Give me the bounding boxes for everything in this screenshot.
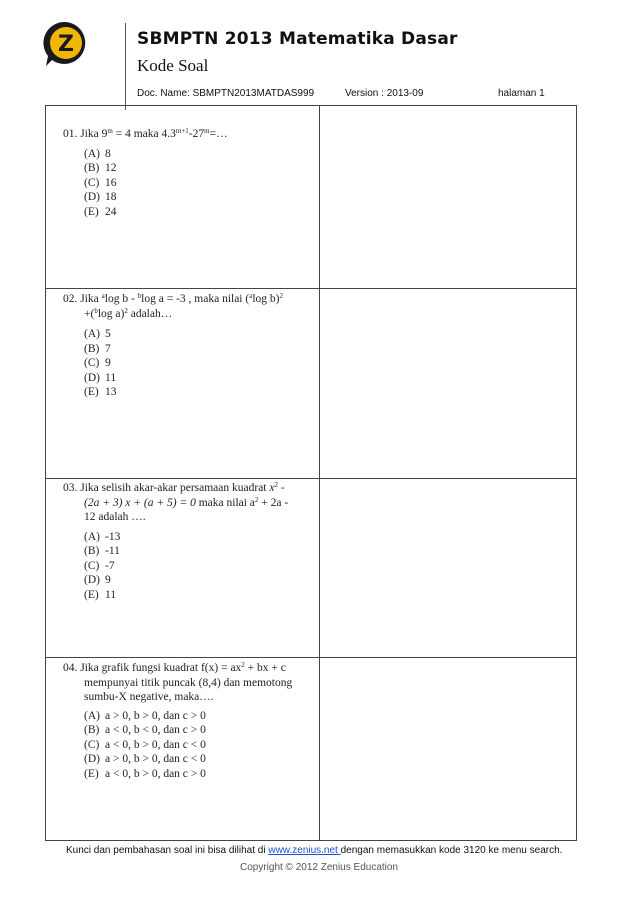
- question-03: [63, 481, 313, 602]
- question-stem: 03. Jika selisih akar-akar persamaan kuadrat $x^2$ -: [63, 481, 285, 494]
- option-item: (C) a < 0, b > 0, dan c < 0: [84, 738, 206, 751]
- question-stem-continued: 12 adalah ….: [84, 511, 146, 523]
- question-stem: 02. Jika $^a$log b - $^b$log a = -3 , maka nilai ($^a$log b)$^2$: [63, 292, 283, 305]
- footer-note: Kunci dan pembahasan soal ini bisa dilihat di www.zenius.net dengan memasukkan kode 3120 ke menu search.: [66, 845, 563, 856]
- option-item: (B) 7: [84, 342, 111, 355]
- question-number: 02.: [63, 293, 78, 305]
- question-stem-continued: +($^b$log a)$^2$ adalah…: [84, 306, 173, 320]
- option-item: (D) 11: [84, 371, 117, 384]
- option-list: [63, 530, 313, 603]
- table-column-divider: [319, 105, 320, 841]
- page-number: halaman 1: [498, 88, 545, 99]
- option-list: [63, 147, 313, 220]
- question-number: 03.: [63, 482, 78, 494]
- copyright: Copyright © 2012 Zenius Education: [239, 862, 399, 873]
- option-item: (D) 18: [84, 191, 117, 203]
- option-item: (E) 11: [84, 588, 117, 601]
- table-row-divider: [45, 657, 577, 658]
- question-stem: 04. Jika grafik fungsi kuadrat $f(x) = ax^2$ + bx + c: [63, 661, 286, 674]
- header-divider: [125, 23, 126, 110]
- option-item: (E) a < 0, b > 0, dan c > 0: [84, 767, 206, 780]
- logo-letter: Z: [58, 32, 74, 57]
- doc-version: Version : 2013-09: [345, 88, 424, 99]
- question-number: 01.: [63, 128, 78, 140]
- option-item: (A) 5: [84, 328, 111, 340]
- option-item: (C) 16: [84, 176, 117, 189]
- option-item: (C) -7: [84, 559, 115, 572]
- option-list: [63, 709, 313, 782]
- option-item: (E) 13: [84, 386, 117, 398]
- option-item: (A) 8: [84, 147, 111, 160]
- page-subtitle: Kode Soal: [137, 56, 209, 75]
- option-item: (D) a > 0, b > 0, dan c < 0: [84, 753, 206, 765]
- question-stem-continued: sumbu-X negative, maka….: [84, 691, 214, 703]
- zenius-link[interactable]: www.zenius.net: [268, 845, 341, 856]
- question-stem-continued: (2a + 3) x + (a + 5) = 0 maka nilai $a^2 + 2a$ -: [84, 495, 289, 509]
- option-item: (A) a > 0, b > 0, dan c > 0: [84, 709, 206, 722]
- option-item: (D) 9: [84, 574, 111, 586]
- option-list: [63, 327, 313, 400]
- zenius-logo: [42, 20, 90, 68]
- option-item: (B) 12: [84, 162, 117, 174]
- table-row-divider: [45, 478, 577, 479]
- question-02: [63, 292, 313, 400]
- question-01: [63, 127, 313, 219]
- table-row-divider: [45, 288, 577, 289]
- doc-name: Doc. Name: SBMPTN2013MATDAS999: [137, 88, 315, 99]
- option-item: (B) -11: [84, 545, 120, 557]
- option-item: (C) 9: [84, 357, 111, 369]
- option-item: (E) 24: [84, 205, 117, 218]
- question-number: 04.: [63, 662, 78, 674]
- question-stem: 01. Jika $9^m = 4$ maka $4.3^{m+1}-27^m=\dots$: [63, 127, 228, 140]
- question-04: [63, 661, 313, 781]
- option-item: (B) a < 0, b < 0, dan c > 0: [84, 724, 206, 736]
- question-stem-continued: mempunyai titik puncak (8,4) dan memotong: [84, 676, 293, 689]
- option-item: (A) -13: [84, 530, 121, 543]
- page-title: SBMPTN 2013 Matematika Dasar: [137, 29, 458, 49]
